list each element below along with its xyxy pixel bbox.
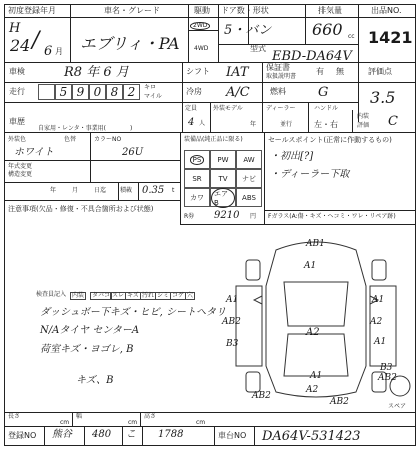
ac-value: A/C <box>226 85 250 100</box>
equipment-item: SR <box>184 169 210 188</box>
chassis-label: 車台NO <box>218 431 247 440</box>
damage-a2-roof: A2 <box>306 327 320 338</box>
first-reg-slash: / <box>32 28 40 53</box>
year-model-label: 年式変更 <box>8 163 33 170</box>
inspector-tag: スレ <box>112 292 125 299</box>
equipment-item: ABS <box>236 188 262 207</box>
dealer-sub: 並行 <box>280 121 293 128</box>
mileage-digit <box>38 84 55 100</box>
mileage-digit: 5 <box>55 84 72 100</box>
year-model-value: 年 <box>50 187 57 194</box>
damage-a1-right-rear: A1 <box>374 337 387 347</box>
year-month-label: 月 <box>72 187 79 194</box>
first-reg-year: 24 <box>10 36 31 55</box>
dealer-label: ディーラー <box>266 105 296 112</box>
inspector-tag: タバコ <box>92 292 110 299</box>
reg-number: 1788 <box>158 429 184 440</box>
damage-ab2-left-door: AB2 <box>222 317 241 327</box>
interior-value: C <box>388 114 398 129</box>
equipment-item-circled: エアB <box>211 188 235 208</box>
model-change-label: 外装モデル <box>213 105 243 112</box>
displacement-unit: cc <box>348 33 355 40</box>
mileage-label: 走行 <box>9 87 25 96</box>
inspector-tag: コゲ <box>172 292 185 299</box>
inspector-line-1: ダッシュボー下キズ・ヒビ, シートヘタリ <box>40 307 226 318</box>
damage-a2-right-door: A2 <box>370 317 383 327</box>
history-close: ) <box>130 125 133 132</box>
capacity-unit: 人 <box>199 120 206 127</box>
color-value: ホワイト <box>14 147 54 158</box>
height-label: 高さ <box>144 413 157 420</box>
sales-point-line-1: ・初出[?] <box>270 151 314 162</box>
handle-value: 左・右 <box>314 120 338 129</box>
equipment-item: AW <box>236 150 262 169</box>
load-value: 0.35 <box>142 185 165 196</box>
drive-4wd: 4WD <box>194 45 209 52</box>
drive-label: 駆動 <box>194 6 210 15</box>
spare-label: スペア <box>388 403 407 410</box>
mileage-unit: キロ <box>144 84 157 91</box>
damage-ab2-rear: AB2 <box>330 397 349 407</box>
warranty-no: 無 <box>336 67 344 76</box>
r-label: R券 <box>184 213 195 220</box>
reg-class: 480 <box>92 429 112 440</box>
color-no-label: カラーNO <box>94 136 122 143</box>
capacity-label: 定員 <box>185 105 198 112</box>
first-reg-month: 6 <box>44 44 53 59</box>
shift-label: シフト <box>186 67 210 76</box>
inspector-tag: 穴 <box>187 292 194 299</box>
damage-ab2-rear-right: AB2 <box>378 373 397 383</box>
drive-2wd: 2WD <box>190 22 210 30</box>
inspector-tag: 内装 <box>72 292 85 299</box>
damage-a2-rear-panel: A2 <box>306 385 319 395</box>
year-day-label: 日迄 <box>94 187 107 194</box>
damage-a1-hood: A1 <box>304 261 317 271</box>
mileage-unit-mile: マイル <box>144 93 162 100</box>
inspector-line-2: N/Aタイヤ センターA <box>40 325 140 336</box>
damage-a1-right-fender: A1 <box>372 295 385 305</box>
score-label: 評価点 <box>368 67 392 76</box>
reg-label: 登録NO <box>8 431 37 440</box>
model-value: EBD-DA64V <box>272 49 352 64</box>
year-model-sub: 構造変更 <box>8 171 33 178</box>
reg-kana: こ <box>126 429 136 440</box>
lot-value: 1421 <box>368 28 413 47</box>
color-label: 外装色 <box>8 136 27 143</box>
inspector-tag: シミ <box>157 292 170 299</box>
damage-ab2-rear-left: AB2 <box>252 391 271 401</box>
interior-label: 内装 <box>357 113 370 120</box>
inspector-line-3: 荷室キズ・ヨゴレ, B <box>40 344 134 355</box>
mileage-digit: 2 <box>123 84 140 100</box>
inspector-line-4: キズ、B <box>76 375 114 386</box>
inspector-title: 検査員記入 <box>36 291 67 298</box>
length-unit: cm <box>60 419 70 426</box>
equipment-item: カワ <box>184 188 210 207</box>
doors-label: ドア数・形状 <box>221 6 269 15</box>
model-change-year: 年 <box>250 121 257 128</box>
equipment-item: PW <box>210 150 236 169</box>
mileage-digit: 8 <box>106 84 123 100</box>
sales-point-title: セールスポイント(正常に作動するもの) <box>268 136 392 144</box>
displacement-value: 660 <box>312 20 343 39</box>
doors-value: 5・バン <box>224 23 272 38</box>
length-label: 長さ <box>8 413 21 420</box>
load-label: 積載 <box>120 187 133 194</box>
equipment-item: ナビ <box>236 169 262 188</box>
chassis-value: DA64V-531423 <box>262 429 361 444</box>
car-name-label: 車名・グレード <box>104 6 160 15</box>
handle-label: ハンドル <box>314 105 339 112</box>
warranty-yes: 有 <box>316 67 324 76</box>
glass-header: Fガラス(A:傷・キズ・ヘコミ・ワレ・リペア跡) <box>268 213 396 220</box>
capacity-value: 4 <box>188 117 195 128</box>
load-unit: t <box>172 187 175 194</box>
interior-sub: 評価 <box>357 122 370 129</box>
displacement-label: 排気量 <box>318 6 342 15</box>
lot-label: 出品NO. <box>371 6 402 15</box>
fuel-value: G <box>318 85 329 100</box>
width-label: 幅 <box>76 413 83 420</box>
car-name-value: エブリィ・PA <box>80 34 180 53</box>
equipment-title: 装備品(純正品に限る) <box>184 136 243 143</box>
damage-ab1-front: AB1 <box>306 239 325 249</box>
first-reg-era: H <box>9 21 21 36</box>
inspector-tag: 汚れ <box>142 292 155 299</box>
history-label: 車歴 <box>9 117 25 126</box>
width-unit: cm <box>128 419 138 426</box>
damage-a1-left-fender: A1 <box>226 295 239 305</box>
equipment-item-circled: PS <box>190 155 205 165</box>
damage-b3-rear: B3 <box>380 363 393 373</box>
equipment-item: TV <box>210 169 236 188</box>
score-value: 3.5 <box>370 88 396 107</box>
history-value: 自家用・レンタ・事業用( <box>38 125 106 132</box>
fuel-label: 燃料 <box>270 87 286 96</box>
height-unit: cm <box>196 419 206 426</box>
equipment-item <box>184 150 210 169</box>
first-reg-month-suffix: 月 <box>55 47 63 56</box>
reg-city: 熊谷 <box>52 429 72 440</box>
first-reg-label: 初度登録年月 <box>8 6 56 15</box>
equipment-item <box>210 188 236 207</box>
r-value: 9210 <box>214 210 240 221</box>
warranty-sub: 取扱説明書 <box>266 73 297 80</box>
damage-b3-left: B3 <box>226 339 239 349</box>
inspector-tag: キズ <box>127 292 139 299</box>
color-no-value: 26U <box>122 147 144 158</box>
damage-a1-rear-gate: A1 <box>310 371 323 381</box>
notes-title: 注意事項(欠品・修復・不具合箇所および状態) <box>8 205 154 213</box>
shift-value: IAT <box>226 65 249 80</box>
inspection-label: 車検 <box>9 67 25 76</box>
ac-label: 冷房 <box>186 87 202 96</box>
warranty-label: 保証書 <box>266 63 290 72</box>
mileage-digit: 0 <box>89 84 106 100</box>
inspection-value: R8 年 6 月 <box>64 65 129 80</box>
sales-point-line-2: ・ディーラー下取 <box>270 169 350 180</box>
r-unit: 円 <box>250 213 257 220</box>
model-label: 型式 <box>250 44 266 53</box>
color-change-label: 色替 <box>64 136 77 143</box>
mileage-digit: 9 <box>72 84 89 100</box>
